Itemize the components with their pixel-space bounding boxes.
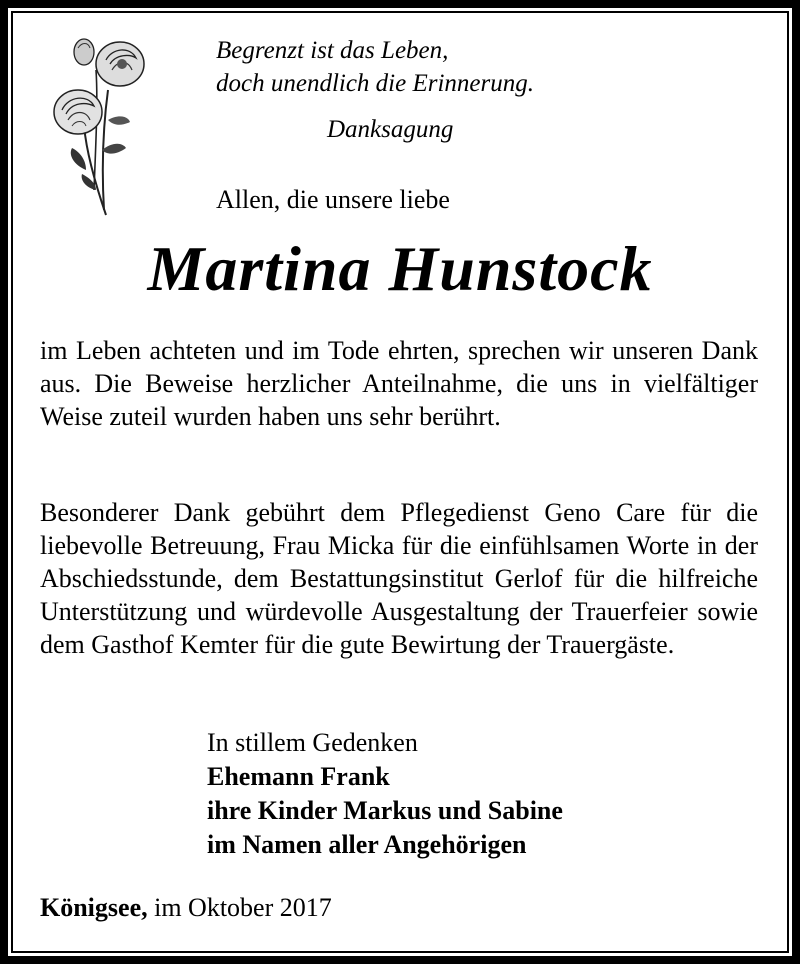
roses-icon bbox=[46, 30, 156, 220]
deceased-name: Martina Hunstock bbox=[147, 233, 653, 304]
place-name: Königsee, bbox=[40, 893, 148, 922]
closing-block bbox=[207, 726, 563, 862]
date-text: im Oktober 2017 bbox=[154, 893, 332, 922]
paragraph-thanks: im Leben achteten und im Tode ehrten, sprechen wir unseren Dank aus. Die Beweise herzlicher Anteilnahme, die uns in vielfältiger Weise zuteil wurden haben uns sehr berührt. bbox=[40, 336, 758, 431]
quote-line-1: Begrenzt ist das Leben, bbox=[216, 37, 449, 64]
paragraph-special-thanks: Besonderer Dank gebührt dem Pflegedienst Geno Care für die liebevolle Betreuung, Frau Micka für die einfühlsamen Worte in der Abschiedsstunde, dem Bestattungsinstitut Gerlof für die hilfreiche Unterstützung und würdevolle Ausgestaltung der Trauerfeier sowie dem Gasthof Kemter für die gute Bewirtung der Trauergäste. bbox=[40, 498, 758, 659]
place-date bbox=[40, 893, 332, 923]
signatory-husband: Ehemann Frank bbox=[207, 762, 390, 791]
heading-danksagung: Danksagung bbox=[327, 116, 454, 143]
memorial-quote bbox=[216, 34, 534, 100]
signatory-relatives: im Namen aller Angehörigen bbox=[207, 830, 527, 859]
quote-line-2: doch unendlich die Erinnerung. bbox=[216, 70, 534, 97]
closing-line: In stillem Gedenken bbox=[207, 728, 418, 757]
signatory-children: ihre Kinder Markus und Sabine bbox=[207, 796, 563, 825]
intro-text: Allen, die unsere liebe bbox=[216, 185, 450, 214]
